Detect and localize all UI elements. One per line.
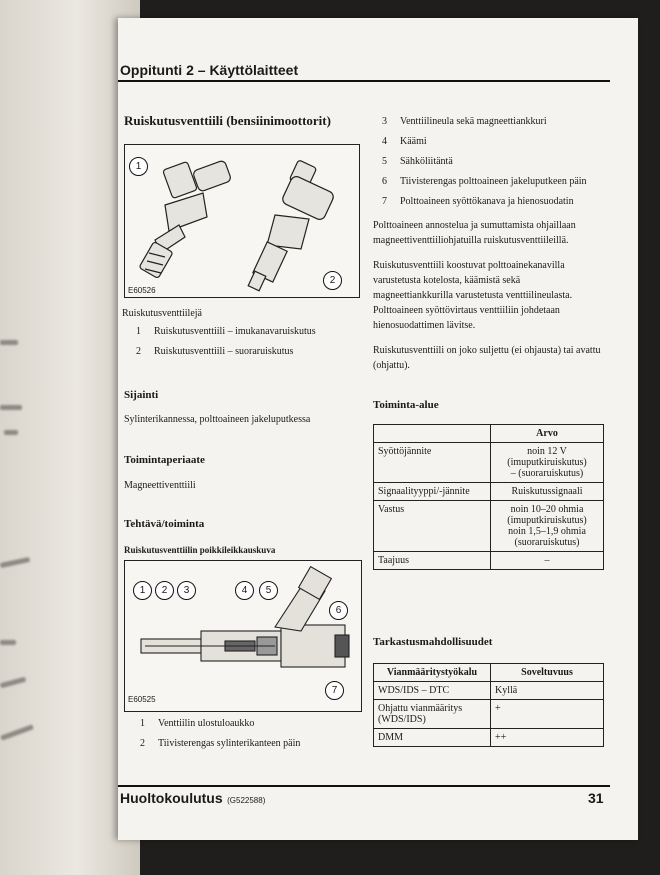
cross-section-marker-2: 2 (155, 581, 174, 600)
cross-section-marker-4: 4 (235, 581, 254, 600)
subheading-sijainti: Sijainti (124, 389, 159, 401)
section-title: Ruiskutusventtiili (bensiinimoottorit) (124, 113, 331, 128)
cross-section-marker-7: 7 (325, 681, 344, 700)
legend-item: 6 Tiivisterengas polttoaineen jakeluputkeen päin (382, 176, 587, 187)
paragraph-3: Ruiskutusventtiili on joko suljettu (ei ohjausta) tai avattu (ohjattu). (373, 345, 601, 371)
legend-item: 2 Tiivisterengas sylinterikanteen päin (140, 738, 301, 749)
subheading-toimintaperiaate: Toimintaperiaate (124, 454, 205, 466)
text-sijainti: Sylinterikannessa, polttoaineen jakeluputkessa (124, 414, 311, 425)
subheading-tarkastus: Tarkastusmahdollisuudet (373, 636, 493, 648)
footer-rule (118, 785, 610, 787)
table-row: Vastus noin 10–20 ohmia (imuputkiruiskutus) noin 1,5–1,9 ohmia (suoraruiskutus) (374, 501, 604, 552)
legend-item: 7 Polttoaineen syöttökanava ja hienosuodatin (382, 196, 574, 207)
diagnostics-table (373, 663, 604, 747)
table-header-row (374, 425, 604, 443)
figure-list-item: 2 Ruiskutusventtiili – suoraruiskutus (136, 346, 294, 357)
range-table (373, 424, 604, 570)
table-header-cell: Soveltuvuus (491, 664, 604, 682)
table-row: DMM ++ (374, 729, 604, 747)
subheading-tehtava: Tehtävä/toiminta (124, 518, 205, 530)
figure-caption: Ruiskutusventtiilejä (122, 308, 202, 319)
cross-section-marker-6: 6 (329, 601, 348, 620)
cross-section-marker-1: 1 (133, 581, 152, 600)
cross-section-marker-3: 3 (177, 581, 196, 600)
table-row: Signaalityyppi/-jännite Ruiskutussignaali (374, 483, 604, 501)
paragraph-1: Polttoaineen annostelua ja sumuttamista ohjaillaan magneettiventtiiliohjatuilla ruiskutusventtiileillä. (373, 220, 576, 246)
cross-section-title: Ruiskutusventtiilin poikkileikkauskuva (124, 545, 276, 555)
cross-section-figure (124, 560, 362, 712)
cross-section-code: E60525 (128, 695, 156, 704)
text-toimintaperiaate: Magneettiventtiili (124, 480, 196, 491)
page-number: 31 (588, 790, 604, 806)
document-page (118, 18, 638, 840)
table-header-cell: Arvo (491, 425, 604, 443)
table-row: Ohjattu vianmääritys (WDS/IDS) + (374, 700, 604, 729)
table-row: Syöttöjännite noin 12 V (imuputkiruiskutus) – (suoraruiskutus) (374, 443, 604, 483)
header-rule (118, 80, 610, 82)
table-row: WDS/IDS – DTC Kyllä (374, 682, 604, 700)
legend-item: 4 Käämi (382, 136, 427, 147)
table-header-row (374, 664, 604, 682)
legend-item: 1 Venttiilin ulostuloaukko (140, 718, 255, 729)
paragraph-2: Ruiskutusventtiili koostuvat polttoainekanavilla varustetusta kotelosta, käämistä sekä magneettiankkurilla varustetusta venttiilineulasta. Polttoaineen syöttövirtaus venttiiliin johdetaan hienosuodattimen lävitse. (373, 260, 573, 331)
figure-code: E60526 (128, 286, 156, 295)
injector-figure (124, 144, 360, 298)
legend-item: 5 Sähköliitäntä (382, 156, 453, 167)
figure-marker-1: 1 (129, 157, 148, 176)
legend-item: 3 Venttiilineula sekä magneettiankkuri (382, 116, 547, 127)
cross-section-marker-5: 5 (259, 581, 278, 600)
figure-list-item: 1 Ruiskutusventtiili – imukanavaruiskutus (136, 326, 316, 337)
page-header-title: Oppitunti 2 – Käyttölaitteet (120, 62, 299, 78)
table-header-cell: Vianmääritystyökalu (374, 664, 491, 682)
subheading-toiminta-alue: Toiminta-alue (373, 399, 439, 411)
footer-title: Huoltokoulutus (G522588) (120, 790, 266, 806)
figure-marker-2: 2 (323, 271, 342, 290)
table-row: Taajuus – (374, 552, 604, 570)
